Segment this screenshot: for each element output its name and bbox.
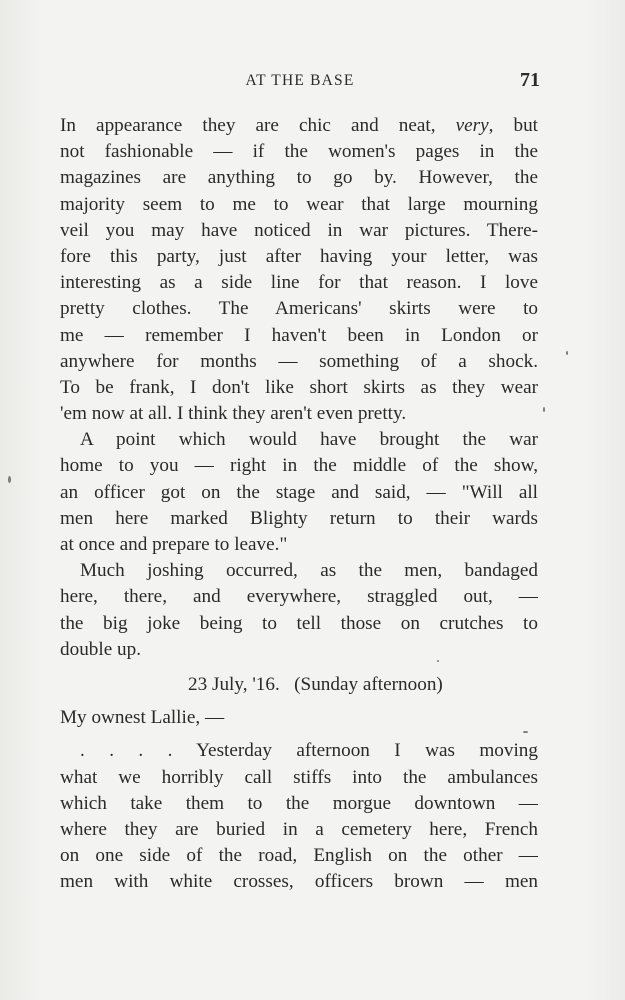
text-line: on one side of the road, English on the other — <box>60 845 538 867</box>
text-line: veil you may have noticed in war pictures. There- <box>60 219 538 241</box>
paragraph-2 <box>60 427 538 558</box>
page-header <box>60 70 540 96</box>
paragraph-3 <box>60 558 538 663</box>
body-text <box>60 113 538 895</box>
paper-speck <box>8 476 11 483</box>
text-line: pretty clothes. The Americans' skirts were to <box>60 298 538 320</box>
text-line: me — remember I haven't been in London or <box>60 324 538 346</box>
text-line: magazines are anything to go by. However, the <box>60 167 538 189</box>
text-line: men here marked Blighty return to their wards <box>60 507 538 529</box>
text-line: home to you — right in the middle of the show, <box>60 455 538 477</box>
text-line: Much joshing occurred, as the men, bandaged <box>80 560 538 582</box>
paper-speck <box>523 731 528 733</box>
letter-salutation: My ownest Lallie, — <box>60 707 225 729</box>
text-line: an officer got on the stage and said, — "Will all <box>60 481 538 503</box>
text-line: where they are buried in a cemetery here, French <box>60 818 538 840</box>
text-line: not fashionable — if the women's pages in the <box>60 141 538 163</box>
paper-speck <box>437 660 439 662</box>
paragraph-4 <box>60 738 538 895</box>
text-line: A point which would have brought the war <box>80 429 538 451</box>
paper-speck <box>543 407 545 412</box>
text-line: interesting as a side line for that reason. I love <box>60 272 538 294</box>
text-line: double up. <box>60 638 142 660</box>
text-line: which take them to the morgue downtown — <box>60 792 538 814</box>
text-line: To be frank, I don't like short skirts as they wear <box>60 376 538 398</box>
letter-dateline: 23 July, '16. (Sunday afternoon) <box>188 673 443 695</box>
text-line: fore this party, just after having your letter, was <box>60 245 538 267</box>
text-line: men with white crosses, officers brown — men <box>60 871 538 893</box>
text-line: 'em now at all. I think they aren't even pretty. <box>60 403 407 425</box>
text-line: at once and prepare to leave." <box>60 534 288 555</box>
text-line: anywhere for months — something of a shock. <box>60 350 538 372</box>
text-line: here, there, and everywhere, straggled out, — <box>60 586 538 608</box>
text-line: majority seem to me to wear that large mourning <box>60 193 538 215</box>
text-line: what we horribly call stiffs into the ambulances <box>60 766 538 788</box>
paragraph-1 <box>60 113 538 427</box>
page-number: 71 <box>520 69 540 91</box>
emphasis-word: very <box>455 115 489 136</box>
text-line: the big joke being to tell those on crutches to <box>60 612 538 634</box>
paper-speck <box>566 351 568 355</box>
text-line: . . . . Yesterday afternoon I was moving <box>80 740 538 762</box>
text-line: In appearance they are chic and neat, very, but <box>60 115 539 136</box>
running-head: AT THE BASE <box>245 72 355 89</box>
